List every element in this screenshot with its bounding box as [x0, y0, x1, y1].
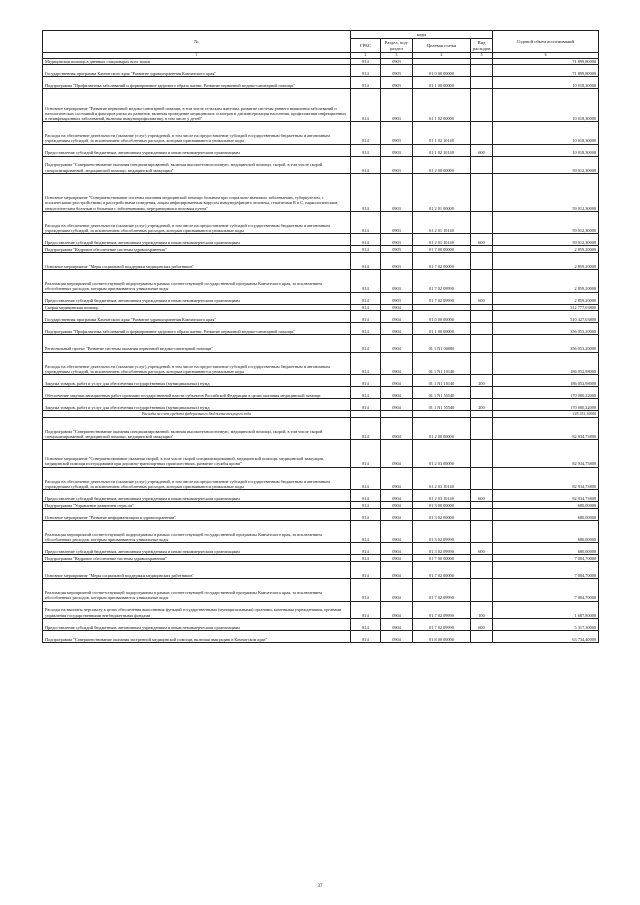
row-amount: 59 012,30000 — [493, 173, 599, 211]
row-amount: 680,00000 — [493, 543, 599, 555]
row-grbs: 814 — [351, 65, 381, 77]
row-kind — [471, 89, 493, 122]
page-number: 37 — [317, 884, 323, 889]
row-name: Реализация мероприятий соответствующей подпрограммы в рамках соответствующей государственной программы Камчатского края, за исключением обособленных расходов, которым присваиваются уникальные коды — [43, 270, 351, 292]
row-kind — [471, 77, 493, 89]
row-amount: 2 859,20000 — [493, 246, 599, 253]
row-amount: 63 734,40000 — [493, 630, 599, 642]
table-row — [43, 335, 599, 352]
header-section: Раздел, под-раздел — [381, 39, 413, 53]
row-grbs: 814 — [351, 543, 381, 555]
row-grbs: 814 — [351, 630, 381, 642]
row-grbs: 814 — [351, 270, 381, 292]
table-row — [43, 467, 599, 489]
row-section: 0904 — [381, 374, 413, 386]
header-grbs: ГРБС — [351, 39, 381, 53]
row-target: 01 3 02 09990 — [413, 520, 471, 542]
row-section: 0904 — [381, 490, 413, 502]
row-grbs: 814 — [351, 89, 381, 122]
row-target: 01 1 N1 10140 — [413, 352, 471, 374]
colnum: 6 — [493, 53, 599, 59]
table-row — [43, 252, 599, 269]
table-row — [43, 352, 599, 374]
table-row — [43, 386, 599, 398]
row-grbs: 814 — [351, 144, 381, 156]
row-target: 01 7 02 09990 — [413, 618, 471, 630]
row-amount: 680,00000 — [493, 508, 599, 520]
row-grbs: 814 — [351, 520, 381, 542]
table-row — [43, 304, 599, 311]
row-name: Основное мероприятие "Развитие информатизации в здравоохранении" — [43, 508, 351, 520]
row-section: 0904 — [381, 520, 413, 542]
table-row — [43, 58, 599, 65]
row-target: 01 1 N1 55540 — [413, 386, 471, 398]
row-amount: 7 004,70000 — [493, 562, 599, 579]
row-kind — [471, 386, 493, 398]
row-target: 01 2 00 00000 — [413, 417, 471, 439]
row-kind: 100 — [471, 601, 493, 618]
row-section: 0903 — [381, 77, 413, 89]
row-amount: 82 934,73800 — [493, 440, 599, 468]
row-amount: 512 777,03800 — [493, 304, 599, 311]
row-amount: 680,00000 — [493, 502, 599, 509]
table-row — [43, 292, 599, 304]
row-kind — [471, 502, 493, 509]
row-target: 01 7 02 09990 — [413, 292, 471, 304]
row-section: 0903 — [381, 211, 413, 233]
row-amount: 59 012,30000 — [493, 234, 599, 246]
table-row — [43, 579, 599, 601]
row-amount: 10 018,30000 — [493, 144, 599, 156]
row-name: Расходы на обеспечение деятельности (оказание услуг) учреждений, в том числе на предоставление субсидий государственным бюджетным и автономным учреждениям субсидий, за исключением обособленных расходов, которым присваиваются уникальные коды — [43, 467, 351, 489]
row-amount: 510 427,03800 — [493, 311, 599, 323]
row-amount: 7 004,70000 — [493, 555, 599, 562]
row-kind — [471, 173, 493, 211]
row-amount: 356 053,20000 — [493, 323, 599, 335]
header-number: № — [43, 31, 351, 53]
row-grbs: 814 — [351, 122, 381, 144]
row-name: Основное мероприятие "Совершенствование оказания скорой, в том числе скорой специализированной, медицинской помощи, медицинской эвакуации, медицинской помощи пострадавшим при дорожно-транспортных происшествиях, развитие службы крови" — [43, 440, 351, 468]
row-grbs: 814 — [351, 211, 381, 233]
row-amount: 2 859,20000 — [493, 252, 599, 269]
row-amount: 145 351,10000 — [493, 410, 599, 417]
colnum: 5 — [471, 53, 493, 59]
row-kind — [471, 246, 493, 253]
row-amount: 7 004,70000 — [493, 579, 599, 601]
table-row — [43, 270, 599, 292]
table-row — [43, 234, 599, 246]
row-grbs: 814 — [351, 601, 381, 618]
row-name: Расходы на обеспечение деятельности (оказание услуг) учреждений, в том числе на предоставление субсидий государственным бюджетным и автономным учреждениям субсидий, за исключением обособленных расходов, которым присваиваются уникальные коды — [43, 122, 351, 144]
table-row — [43, 323, 599, 335]
row-target: 01 2 01 10140 — [413, 234, 471, 246]
row-section: 0904 — [381, 386, 413, 398]
row-amount: 1 687,80000 — [493, 601, 599, 618]
header-kind: Вид расходов — [471, 39, 493, 53]
row-target: 01 2 01 00000 — [413, 173, 471, 211]
table-row — [43, 601, 599, 618]
row-grbs: 814 — [351, 374, 381, 386]
row-target: 01 3 02 00000 — [413, 508, 471, 520]
row-name: Предоставление субсидий бюджетным, автономным учреждениям и иным некоммерческим организациям — [43, 234, 351, 246]
row-kind: 600 — [471, 543, 493, 555]
row-kind — [471, 467, 493, 489]
table-row — [43, 630, 599, 642]
row-kind: 600 — [471, 618, 493, 630]
row-section: 0904 — [381, 398, 413, 410]
row-name: Основное мероприятие "Совершенствование системы оказания медицинской помощи больным при социально-значимых заболеваниях, туберкулезом, с психическими расстройствами и расстройствами поведения, лицам инфицированным вирусом иммунодефицита человека, гепатитами В и С, наркологическим, онкологическим больным и больным с заболеваниями, передающимися половым путем" — [43, 173, 351, 211]
row-name: Предоставление субсидий бюджетным, автономным учреждениям и иным некоммерческим организациям — [43, 144, 351, 156]
row-name: Подпрограмма "Профилактика заболеваний и формирование здорового образа жизни. Развитие первичной медико-санитарной помощи" — [43, 77, 351, 89]
row-section: 0904 — [381, 502, 413, 509]
row-target: 01 1 00 00000 — [413, 77, 471, 89]
row-grbs: 814 — [351, 304, 381, 311]
row-section: 0904 — [381, 579, 413, 601]
row-grbs: 814 — [351, 502, 381, 509]
row-grbs: 814 — [351, 58, 381, 65]
row-kind — [471, 156, 493, 173]
header-codes: коды — [351, 31, 493, 39]
row-grbs: 814 — [351, 440, 381, 468]
table-row — [43, 156, 599, 173]
row-kind — [471, 555, 493, 562]
row-target: 01 1 00 00000 — [413, 323, 471, 335]
row-section: 0903 — [381, 122, 413, 144]
table-row — [43, 374, 599, 386]
row-section: 0904 — [381, 508, 413, 520]
row-grbs: 814 — [351, 335, 381, 352]
row-amount: 186 052,98000 — [493, 352, 599, 374]
row-name: Обеспечение закупки авиационных работ органами государственной власти субъектов Российской Федерации в целях оказания медицинской помощи — [43, 386, 351, 398]
table-row — [43, 417, 599, 439]
table-header — [43, 31, 599, 59]
row-amount: 170 000,22000 — [493, 398, 599, 410]
row-grbs: 814 — [351, 386, 381, 398]
row-grbs: 814 — [351, 77, 381, 89]
table-row — [43, 508, 599, 520]
row-section: 0903 — [381, 292, 413, 304]
row-name: Государственная программа Камчатского края "Развитие здравоохранения Камчатского края" — [43, 65, 351, 77]
row-name: Реализация мероприятий соответствующей подпрограммы в рамках соответствующей государственной программы Камчатского края, за исключением обособленных расходов, которым присваиваются уникальные коды — [43, 520, 351, 542]
row-kind — [471, 252, 493, 269]
table-row — [43, 562, 599, 579]
row-target: 01 7 02 09990 — [413, 579, 471, 601]
row-kind — [471, 410, 493, 417]
row-kind — [471, 335, 493, 352]
row-target — [413, 304, 471, 311]
table-row — [43, 520, 599, 542]
row-name: Подпрограмма "Управление развитием отрасли" — [43, 502, 351, 509]
row-amount: 10 018,30000 — [493, 77, 599, 89]
row-section: 0904 — [381, 311, 413, 323]
row-target: 01 1 02 10140 — [413, 122, 471, 144]
row-section: 0903 — [381, 65, 413, 77]
row-name: Предоставление субсидий бюджетным, автономным учреждениям и иным некоммерческим организациям — [43, 618, 351, 630]
row-section: 0904 — [381, 562, 413, 579]
row-amount: 2 859,20000 — [493, 292, 599, 304]
row-grbs: 814 — [351, 398, 381, 410]
row-amount: 680,00000 — [493, 520, 599, 542]
row-kind — [471, 270, 493, 292]
row-amount: 59 012,30000 — [493, 211, 599, 233]
colnum: 3 — [381, 53, 413, 59]
row-kind — [471, 417, 493, 439]
row-section: 0903 — [381, 144, 413, 156]
row-amount: 59 012,30000 — [493, 156, 599, 173]
row-section: 0903 — [381, 173, 413, 211]
row-grbs: 814 — [351, 252, 381, 269]
row-target: 01 1 N1 10140 — [413, 374, 471, 386]
row-name: Основное мероприятие "Меры социальной поддержки медицинских работников" — [43, 562, 351, 579]
table-row — [43, 490, 599, 502]
row-target: 01 1 N1 00000 — [413, 335, 471, 352]
row-grbs — [351, 410, 381, 417]
row-amount: 356 053,20000 — [493, 335, 599, 352]
row-section: 0903 — [381, 234, 413, 246]
row-section: 0904 — [381, 440, 413, 468]
table-row — [43, 89, 599, 122]
row-grbs: 814 — [351, 467, 381, 489]
table-note-row — [43, 410, 599, 417]
row-name: Подпрограмма "Кадровое обеспечение системы здравоохранения" — [43, 246, 351, 253]
row-section — [381, 410, 413, 417]
table-row — [43, 502, 599, 509]
row-name: Подпрограмма "Совершенствование оказания экстренной медицинской помощи, включая эвакуацию в Камчатском крае" — [43, 630, 351, 642]
row-section: 0903 — [381, 156, 413, 173]
row-target: 01 0 00 00000 — [413, 65, 471, 77]
row-target — [413, 410, 471, 417]
row-name: Расходы на выплаты персоналу в целях обеспечения выполнения функций государственными (муниципальными) органами, казенными учреждениями, органами управления государственными внебюджетными фондами — [43, 601, 351, 618]
row-target: 01 2 03 10140 — [413, 490, 471, 502]
row-kind — [471, 562, 493, 579]
row-name: Предоставление субсидий бюджетным, автономным учреждениям и иным некоммерческим организациям — [43, 292, 351, 304]
row-kind: 600 — [471, 234, 493, 246]
row-grbs: 814 — [351, 352, 381, 374]
row-grbs: 814 — [351, 579, 381, 601]
row-grbs: 814 — [351, 555, 381, 562]
row-section: 0904 — [381, 555, 413, 562]
row-name: Подпрограмма "Совершенствование оказания специализированной, включая высокотехнологичную, медицинской помощи, скорой, в том числе скорой специализированной, медицинской помощи, медицинской эвакуации" — [43, 417, 351, 439]
row-target: 01 7 02 00000 — [413, 562, 471, 579]
row-amount: 71 899,80000 — [493, 65, 599, 77]
budget-table-sheet — [42, 30, 598, 643]
row-kind — [471, 311, 493, 323]
row-grbs: 814 — [351, 417, 381, 439]
row-target: 01 2 01 10140 — [413, 211, 471, 233]
row-grbs: 814 — [351, 562, 381, 579]
table-row — [43, 543, 599, 555]
row-kind — [471, 520, 493, 542]
row-name: Основное мероприятие "Меры социальной поддержки медицинских работников" — [43, 252, 351, 269]
row-kind — [471, 122, 493, 144]
row-name: Предоставление субсидий бюджетным, автономным учреждениям и иным некоммерческим организациям — [43, 543, 351, 555]
row-target: 01 2 03 10140 — [413, 467, 471, 489]
row-name: Основное мероприятие "Развитие первичной медико-санитарной помощи, в том числе сельским жителям, развитие системы раннего выявления заболеваний и патологических состояний и факторов риска их развития, включая проведение медицинских осмотров и диспансеризации населения, профилактики инфекционных и неинфекционных заболеваний, включая иммунопрофилактику, в том числе у детей" — [43, 89, 351, 122]
row-section: 0903 — [381, 270, 413, 292]
table-row — [43, 311, 599, 323]
row-amount: 2 859,20000 — [493, 270, 599, 292]
header-target: Целевая статья — [413, 39, 471, 53]
row-kind: 600 — [471, 292, 493, 304]
row-target: 01 7 02 09990 — [413, 601, 471, 618]
row-name: Расходы за счет средств федерального бюджета текущего года — [43, 410, 351, 417]
row-target: 01 3 02 09990 — [413, 543, 471, 555]
row-amount: 10 018,30000 — [493, 122, 599, 144]
row-target: 01 7 00 00000 — [413, 246, 471, 253]
row-target: 01 7 00 00000 — [413, 555, 471, 562]
row-target: 01 0 00 00000 — [413, 311, 471, 323]
row-kind: 200 — [471, 374, 493, 386]
row-section: 0904 — [381, 304, 413, 311]
row-section: 0903 — [381, 58, 413, 65]
row-name: Предоставление субсидий бюджетным, автономным учреждениям и иным некоммерческим организациям — [43, 490, 351, 502]
row-name: Региональный проект "Развитие системы оказания первичной медико-санитарной помощи" — [43, 335, 351, 352]
row-kind — [471, 304, 493, 311]
row-target: 01 1 02 10140 — [413, 144, 471, 156]
row-name: Закупка товаров, работ и услуг для обеспечения государственных (муниципальных) нужд — [43, 374, 351, 386]
table-row — [43, 246, 599, 253]
header-total: Годовой объем ассигнований — [493, 31, 599, 53]
table-row — [43, 555, 599, 562]
row-kind — [471, 211, 493, 233]
row-section: 0904 — [381, 352, 413, 374]
row-section: 0903 — [381, 89, 413, 122]
row-name: Скорая медицинская помощь — [43, 304, 351, 311]
row-target: 01 1 02 00000 — [413, 89, 471, 122]
row-kind — [471, 579, 493, 601]
row-grbs: 814 — [351, 490, 381, 502]
row-grbs: 814 — [351, 173, 381, 211]
row-name: Расходы на обеспечение деятельности (оказание услуг) учреждений, в том числе на предоставление субсидий государственным бюджетным и автономным учреждениям субсидий, за исключением обособленных расходов, которым присваиваются уникальные коды — [43, 352, 351, 374]
table-row — [43, 144, 599, 156]
row-name: Подпрограмма "Профилактика заболеваний и формирование здорового образа жизни. Развитие первичной медико-санитарной помощи" — [43, 323, 351, 335]
row-grbs: 814 — [351, 508, 381, 520]
row-kind — [471, 58, 493, 65]
row-name: Расходы на обеспечение деятельности (оказание услуг) учреждений, в том числе на предоставление субсидий государственным бюджетным и автономным учреждениям субсидий, за исключением обособленных расходов, которым присваиваются уникальные коды — [43, 211, 351, 233]
row-grbs: 814 — [351, 234, 381, 246]
row-section: 0904 — [381, 335, 413, 352]
row-kind — [471, 352, 493, 374]
row-target — [413, 58, 471, 65]
row-kind — [471, 508, 493, 520]
row-kind: 600 — [471, 490, 493, 502]
row-section: 0903 — [381, 252, 413, 269]
row-target: 01 3 00 00000 — [413, 502, 471, 509]
row-kind: 600 — [471, 144, 493, 156]
table-row — [43, 65, 599, 77]
table-row — [43, 211, 599, 233]
row-amount: 170 000,22000 — [493, 386, 599, 398]
row-section: 0904 — [381, 601, 413, 618]
table-row — [43, 173, 599, 211]
row-amount: 186 052,98000 — [493, 374, 599, 386]
row-grbs: 814 — [351, 246, 381, 253]
row-kind: 200 — [471, 398, 493, 410]
budget-table — [42, 30, 599, 643]
colnum: 2 — [351, 53, 381, 59]
row-section: 0904 — [381, 417, 413, 439]
row-section: 0904 — [381, 467, 413, 489]
table-row — [43, 77, 599, 89]
row-amount: 5 317,30000 — [493, 618, 599, 630]
row-name: Подпрограмма "Кадровое обеспечение системы здравоохранения" — [43, 555, 351, 562]
row-target: 01 7 02 00000 — [413, 252, 471, 269]
row-section: 0903 — [381, 246, 413, 253]
row-target: 01 7 02 09990 — [413, 270, 471, 292]
row-section: 0904 — [381, 543, 413, 555]
row-target: 01 2 03 00000 — [413, 440, 471, 468]
row-kind — [471, 440, 493, 468]
row-target: 01 1 N1 55540 — [413, 398, 471, 410]
table-row — [43, 440, 599, 468]
row-section: 0904 — [381, 618, 413, 630]
row-amount: 10 018,30000 — [493, 89, 599, 122]
row-name: Государственная программа Камчатского края "Развитие здравоохранения Камчатского края" — [43, 311, 351, 323]
colnum: 4 — [413, 53, 471, 59]
row-amount: 82 934,73800 — [493, 417, 599, 439]
table-row — [43, 618, 599, 630]
row-target: 01 2 00 00000 — [413, 156, 471, 173]
row-kind — [471, 630, 493, 642]
table-row — [43, 122, 599, 144]
row-grbs: 814 — [351, 618, 381, 630]
row-amount: 82 934,73800 — [493, 467, 599, 489]
row-kind — [471, 65, 493, 77]
table-row — [43, 398, 599, 410]
row-section: 0904 — [381, 323, 413, 335]
row-amount: 71 899,80000 — [493, 58, 599, 65]
row-name: Медицинская помощь в дневных стационарах всех типов — [43, 58, 351, 65]
row-grbs: 814 — [351, 292, 381, 304]
row-amount: 82 934,73800 — [493, 490, 599, 502]
row-kind — [471, 323, 493, 335]
row-target: 01 8 00 00000 — [413, 630, 471, 642]
row-name: Закупка товаров, работ и услуг для обеспечения государственных (муниципальных) нужд — [43, 398, 351, 410]
table-body — [43, 58, 599, 642]
row-grbs: 814 — [351, 323, 381, 335]
colnum: 1 — [43, 53, 351, 59]
row-grbs: 814 — [351, 311, 381, 323]
row-name: Реализация мероприятий соответствующей подпрограммы в рамках соответствующей государственной программы Камчатского края, за исключением обособленных расходов, которым присваиваются уникальные коды — [43, 579, 351, 601]
row-grbs: 814 — [351, 156, 381, 173]
row-section: 0904 — [381, 630, 413, 642]
row-name: Подпрограмма "Совершенствование оказания специализированной, включая высокотехнологичную, медицинской помощи, скорой, в том числе скорой специализированной, медицинской помощи, медицинской эвакуации" — [43, 156, 351, 173]
